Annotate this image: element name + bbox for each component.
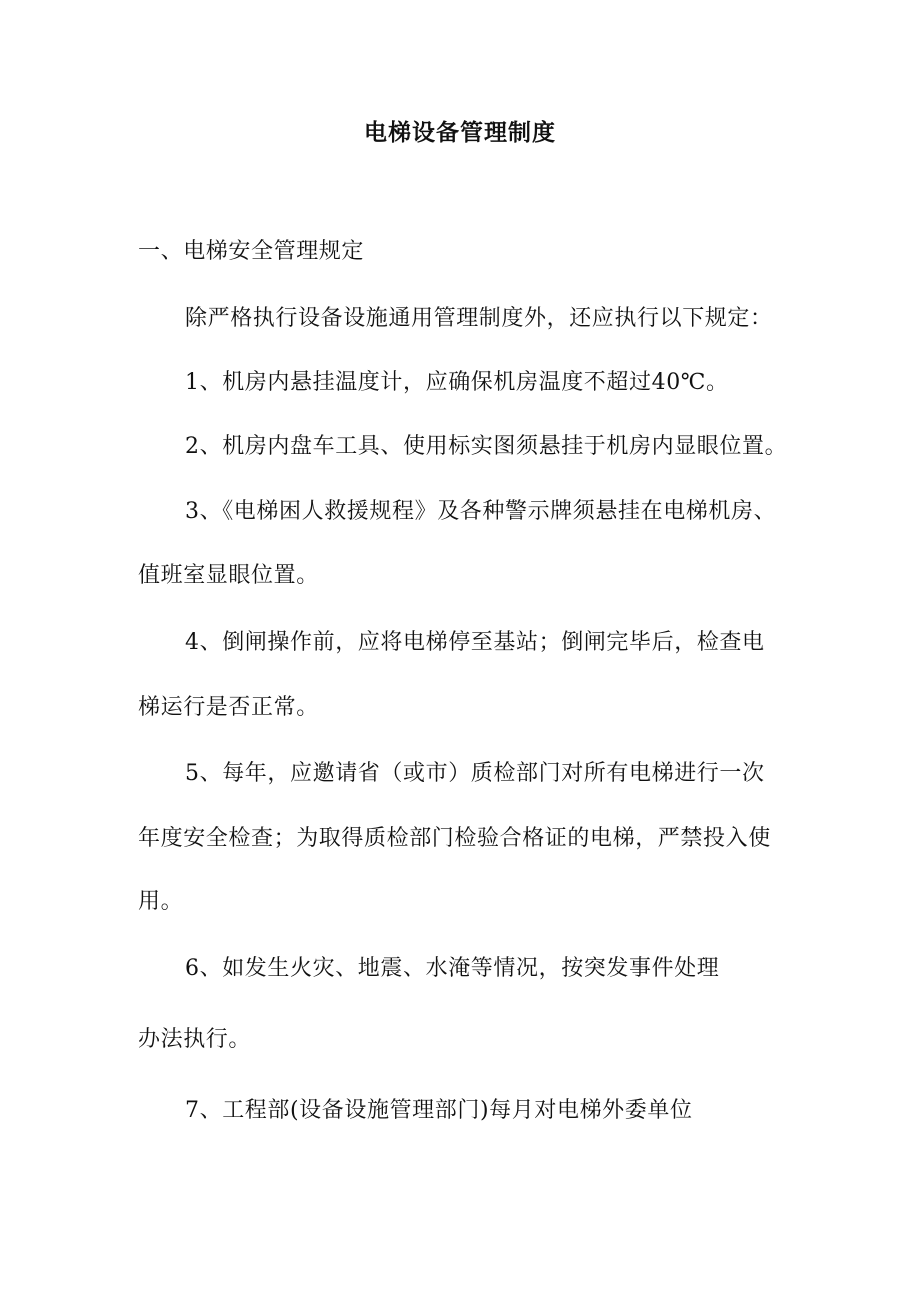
item-3-line-1: 3、《电梯困人救援规程》及各种警示牌须悬挂在电梯机房、 xyxy=(185,499,777,524)
section-heading: 一、电梯安全管理规定 xyxy=(138,239,365,264)
item-4-line-1: 4、倒闸操作前，应将电梯停至基站；倒闸完毕后，检查电 xyxy=(185,630,765,655)
intro-paragraph: 除严格执行设备设施通用管理制度外，还应执行以下规定： xyxy=(185,306,773,331)
item-1-line-1: 1、机房内悬挂温度计，应确保机房温度不超过40℃。 xyxy=(185,370,729,395)
item-2-line-1: 2、机房内盘车工具、使用标实图须悬挂于机房内显眼位置。 xyxy=(185,434,788,459)
item-5-line-1: 5、每年，应邀请省（或市）质检部门对所有电梯进行一次 xyxy=(185,761,765,786)
item-5-line-2: 年度安全检查；为取得质检部门检验合格证的电梯，严禁投入使 xyxy=(138,826,771,851)
item-6-line-1: 6、如发生火灾、地震、水淹等情况，按突发事件处理 xyxy=(185,956,720,981)
item-4-line-2: 梯运行是否正常。 xyxy=(138,695,319,720)
document-title: 电梯设备管理制度 xyxy=(364,120,556,146)
item-6-line-2: 办法执行。 xyxy=(138,1027,252,1052)
item-5-line-3: 用。 xyxy=(138,889,184,914)
item-3-line-2: 值班室显眼位置。 xyxy=(138,563,319,588)
item-7-line-1: 7、工程部(设备设施管理部门)每月对电梯外委单位 xyxy=(185,1098,693,1123)
